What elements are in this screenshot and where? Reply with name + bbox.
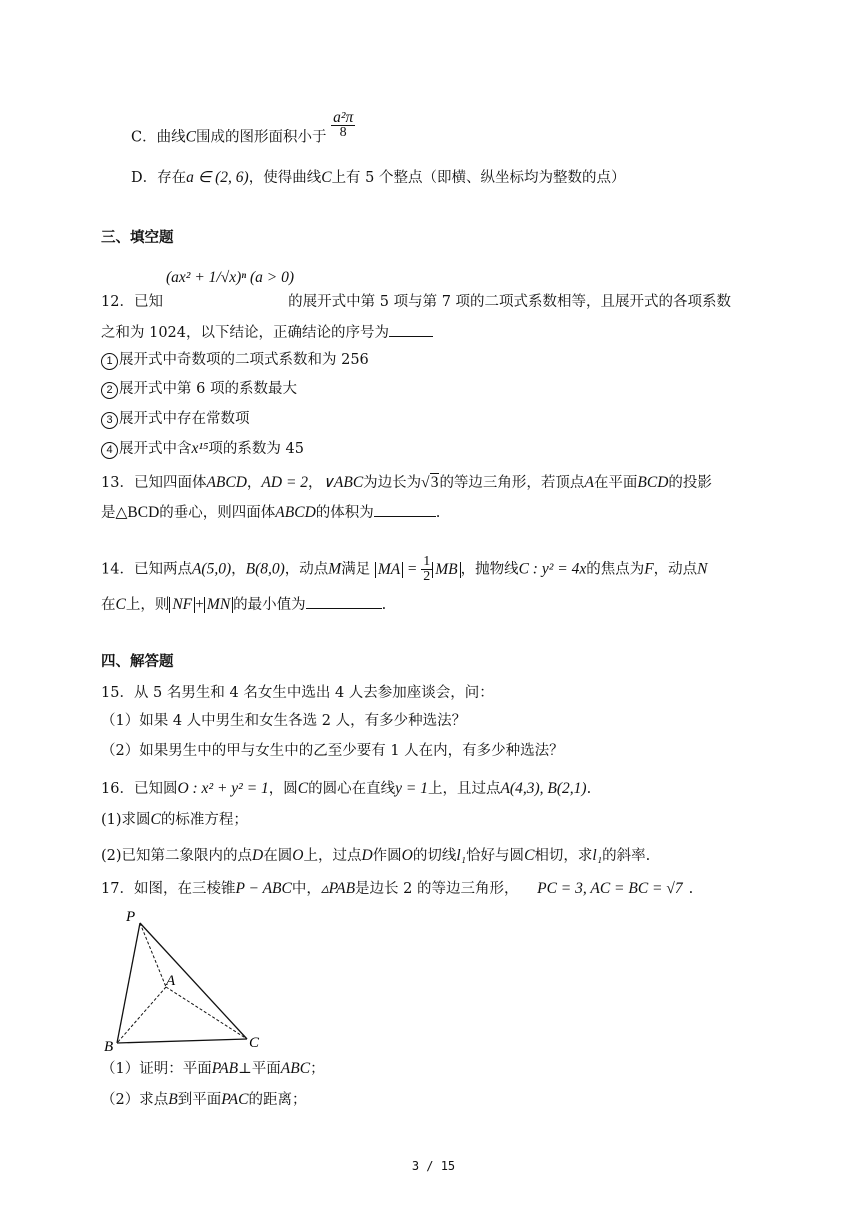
frac-numerator: a²π xyxy=(333,109,354,126)
text: 展开式中第 6 项的系数最大 xyxy=(119,381,297,397)
math-var: N xyxy=(697,560,708,578)
text: 作圆 xyxy=(372,848,402,864)
math: A(4,3), B(2,1) xyxy=(500,780,587,797)
math-var: O xyxy=(401,847,413,864)
sqrt-radicand: 3 xyxy=(430,474,439,491)
q17-part2 xyxy=(101,1090,306,1110)
q12-option-2 xyxy=(101,379,297,399)
edge-bc xyxy=(117,1039,247,1043)
text: D．存在 xyxy=(131,170,187,186)
text: 满足 xyxy=(341,561,371,578)
text: ， xyxy=(308,475,323,491)
q12-option-3 xyxy=(101,409,250,429)
text: 在圆 xyxy=(263,848,293,864)
q15-part2: （2）如果男生中的甲与女生中的乙至少要有 1 人在内，有多少种选法？ xyxy=(101,743,564,759)
text: 之和为 1024，以下结论，正确结论的序号为 xyxy=(101,325,390,341)
text: 的圆心在直线 xyxy=(308,781,396,797)
q11-option-c xyxy=(131,109,355,152)
text: 为边长为 xyxy=(363,475,422,491)
math: ABC xyxy=(280,1060,311,1077)
text: ； xyxy=(310,1061,325,1077)
text: 上，则 xyxy=(125,597,170,613)
text: 的距离； xyxy=(248,1092,307,1108)
math: ∨ABC xyxy=(322,474,364,491)
q17-part1 xyxy=(101,1059,325,1079)
text: 的垂心，则四面体 xyxy=(159,505,276,521)
text: 13．已知四面体 xyxy=(101,475,207,491)
abs-value: MB xyxy=(432,562,460,578)
tetrahedron-figure xyxy=(100,905,270,1055)
text: 的斜率. xyxy=(602,848,651,864)
math-var: D xyxy=(252,847,264,864)
text: ，抛物线 xyxy=(460,561,519,578)
text: 到平面 xyxy=(177,1092,222,1108)
frac-numerator: 1 xyxy=(423,554,431,569)
math: x¹⁵ xyxy=(191,440,209,457)
q13-line1: 13．已知四面体ABCD，AD = 2，∨ABC为边长为√3的等边三角形，若顶点A在平面BCD的投影 xyxy=(101,474,712,491)
text: 上，过点 xyxy=(303,848,362,864)
circled-number: 4 xyxy=(101,442,118,459)
math-var: B xyxy=(168,1091,178,1108)
abs-value: MN xyxy=(204,597,233,613)
text: 中， xyxy=(291,881,321,897)
text: 恰好与圆 xyxy=(466,848,525,864)
math: BCD xyxy=(637,474,669,491)
math-var: M xyxy=(328,560,342,578)
q16-part2 xyxy=(101,846,650,866)
q16-part1 xyxy=(101,810,248,830)
edge-pc xyxy=(140,923,247,1039)
text: 的切线 xyxy=(412,848,457,864)
circled-number: 3 xyxy=(101,412,118,429)
math-var: C xyxy=(150,811,161,828)
text: 的等边三角形，若顶点 xyxy=(439,475,585,491)
text: . xyxy=(688,881,694,897)
text: 12．已知 xyxy=(101,294,163,310)
text: 的展开式中第 5 项与第 7 项的二项式系数相等，且展开式的各项系数 xyxy=(288,294,732,310)
section-title-fill-in: 三、填空题 xyxy=(101,230,174,246)
q17-stem xyxy=(101,879,693,899)
math-var: C xyxy=(297,780,309,797)
text: 的焦点为 xyxy=(586,561,645,578)
frac-denominator: 8 xyxy=(339,125,347,140)
circled-number: 2 xyxy=(101,382,118,399)
text: ，动点 xyxy=(653,561,698,578)
math: A(5,0) xyxy=(191,560,232,578)
frac-denominator: 2 xyxy=(423,569,431,584)
fraction xyxy=(331,111,355,140)
text: ，使得曲线 xyxy=(248,170,322,186)
text: ⊥平面 xyxy=(238,1061,281,1077)
edge-pb xyxy=(117,923,140,1043)
q15-part1: （1）如果 4 人中男生和女生各选 2 人，有多少种选法？ xyxy=(101,713,467,729)
q13-line2 xyxy=(101,502,440,523)
edge-pa xyxy=(140,923,166,987)
edge-ab xyxy=(117,987,166,1043)
label-p: P xyxy=(126,909,136,925)
q16-stem xyxy=(101,779,591,799)
text: 的投影 xyxy=(668,475,712,491)
math-var: C xyxy=(115,596,126,613)
math-var: F xyxy=(644,560,654,578)
answer-blank[interactable] xyxy=(374,502,436,517)
math: a ∈ (2, 6) xyxy=(186,169,249,186)
text: 17．如图，在三棱锥 xyxy=(101,881,236,897)
q12-option-4 xyxy=(101,439,304,459)
text: 项的系数为 45 xyxy=(208,441,304,457)
text: ， xyxy=(231,561,246,578)
q12-line2 xyxy=(101,322,433,343)
text: 16．已知圆 xyxy=(101,781,178,797)
q15-stem: 15．从 5 名男生和 4 名女生中选出 4 人去参加座谈会，问： xyxy=(101,685,494,701)
math: AD = 2 xyxy=(261,474,309,491)
math: C : y² = 4x xyxy=(518,560,587,578)
math: B(8,0) xyxy=(245,560,285,578)
abs-value: MA xyxy=(375,562,403,578)
q11-option-d xyxy=(131,168,626,188)
math: ▵PAB xyxy=(320,880,356,897)
math: y = 1 xyxy=(395,780,428,797)
math: PAB xyxy=(211,1060,239,1077)
text: 是边长 2 的等边三角形， xyxy=(355,881,519,897)
math-var: D xyxy=(361,847,373,864)
text: ， xyxy=(246,475,262,491)
text: 上有 5 个整点（即横、纵坐标均为整数的点） xyxy=(331,170,626,186)
text: 的标准方程； xyxy=(160,812,248,828)
text: 14．已知两点 xyxy=(101,561,192,578)
fraction xyxy=(421,555,432,584)
abs-value: NF xyxy=(169,597,195,613)
math: ABCD xyxy=(206,474,247,491)
math-var: l₁ xyxy=(592,847,603,864)
text: (2)已知第二象限内的点 xyxy=(101,848,253,864)
text: (1)求圆 xyxy=(101,812,151,828)
text: . xyxy=(586,781,592,797)
text: 是 xyxy=(101,505,116,521)
text: 相切，求 xyxy=(534,848,593,864)
text: 展开式中奇数项的二项式系数和为 256 xyxy=(119,352,369,368)
label-c: C xyxy=(249,1035,260,1051)
math-var: C xyxy=(321,169,332,186)
math-op: = xyxy=(407,560,417,578)
q12-line1 xyxy=(101,292,731,312)
text: 围成的图形面积小于 xyxy=(195,129,327,146)
q12-expression xyxy=(166,268,294,288)
text: 的最小值为 xyxy=(233,597,306,613)
q14-line2 xyxy=(101,594,386,615)
math: P − ABC xyxy=(235,880,292,897)
text: . xyxy=(435,505,441,521)
circled-number: 1 xyxy=(101,353,118,370)
text: 展开式中含 xyxy=(119,441,192,457)
math-var: A xyxy=(584,474,594,491)
math-var: l₁ xyxy=(456,847,467,864)
page-number: 3 / 15 xyxy=(411,1159,456,1173)
text: （2）求点 xyxy=(101,1092,169,1108)
answer-blank[interactable] xyxy=(389,322,433,337)
math: PC = 3, AC = BC = √7 xyxy=(537,880,683,897)
answer-blank[interactable] xyxy=(306,594,382,609)
math: (ax² + 1/√x)ⁿ (a > 0) xyxy=(166,269,295,286)
math-op: + xyxy=(195,596,204,613)
math-var: C xyxy=(524,847,535,864)
math: O : x² + y² = 1 xyxy=(177,780,269,797)
section-title-solve: 四、解答题 xyxy=(101,654,174,670)
text: ，圆 xyxy=(268,781,298,797)
text: ，动点 xyxy=(284,561,329,578)
math-var: O xyxy=(292,847,304,864)
text: 上，且过点 xyxy=(427,781,501,797)
text: 展开式中存在常数项 xyxy=(119,411,250,427)
math: PAC xyxy=(221,1091,249,1108)
text: 在 xyxy=(101,597,116,613)
math: ABCD xyxy=(275,504,316,521)
text: （1）证明：平面 xyxy=(101,1061,212,1077)
text: 的体积为 xyxy=(315,505,374,521)
math: △BCD xyxy=(115,504,160,521)
q14-line1 xyxy=(101,555,708,584)
q12-option-1 xyxy=(101,350,369,370)
text: 在平面 xyxy=(593,475,638,491)
text: C．曲线 xyxy=(131,129,186,146)
label-a: A xyxy=(166,973,176,989)
math-var: C xyxy=(185,128,196,146)
label-b: B xyxy=(104,1039,114,1055)
text: . xyxy=(381,597,387,613)
